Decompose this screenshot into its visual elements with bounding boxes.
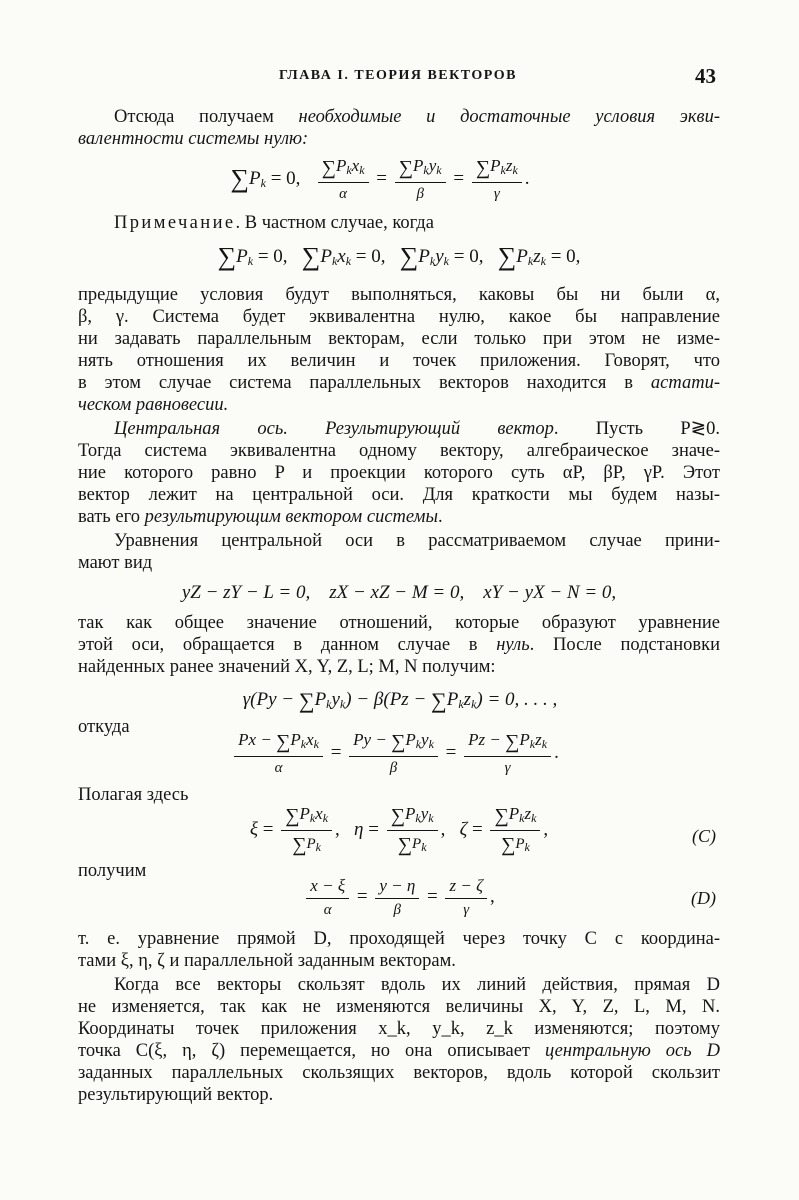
text-line: вектор лежит на центральной оси. Для краткости мы будем назы- [78, 485, 720, 505]
text-line: найденных ранее значений X, Y, Z, L; M, N получим: [78, 657, 496, 677]
text-line: т. е. уравнение прямой D, проходящей через точку C с координа- [78, 929, 720, 949]
text-line: этой оси, обращается в данном случае в нуль. После подстановки [78, 635, 720, 655]
text-line: Полагая здесь [78, 785, 189, 805]
formula-special-case: $\sum P_k = 0$, $\sum P_kx_k = 0$, $\sum P_ky_k = 0$, $\sum P_kz_k = 0$, [217, 242, 581, 271]
text-line: так как общее значение отношений, которые образуют уравнение [78, 613, 720, 633]
formula-substitution: $\gamma(Py - \sum P_ky_k) - \beta(Pz - \sum P_kz_k) = 0$, . . . , [242, 688, 558, 713]
text-line: Когда все векторы скользят вдоль их линий действия, прямая D [114, 975, 720, 995]
text-line: β, γ. Система будет эквивалентна нулю, какое бы направление [78, 307, 720, 327]
page-header [78, 64, 718, 90]
formula-D: $\frac{x - \xi}{\alpha}$ = $\frac{y - \eta}{\beta}$ = $\frac{z - \zeta}{\gamma}$ , (D) [78, 876, 720, 919]
page-number: 43 [695, 64, 716, 88]
formula-central-axis: yZ − zY − L = 0, zX − xZ − M = 0, xY − yX − N = 0, [181, 582, 617, 603]
section-title: Центральная ось. Результирующий вектор [114, 419, 554, 439]
text-line: Координаты точек приложения x_k, y_k, z_k изменяются; поэтому [78, 1019, 720, 1039]
running-head: ГЛАВА I. ТЕОРИЯ ВЕКТОРОВ [278, 68, 518, 83]
text-line: Центральная ось. Результирующий вектор. Пусть P≷0. [114, 419, 721, 439]
equation-label-C: (C) [692, 826, 716, 846]
text-line: валентности системы нулю: [78, 129, 309, 149]
note-line: Примечание. В частном случае, когда [114, 213, 434, 233]
text-line: мают вид [78, 553, 153, 573]
formula-conditions: $\sum P_k = 0$, $\frac{\sum P_kx_k}{\alpha}$ = $\frac{\sum P_ky_k}{\beta}$ = $\frac{\sum P_kz_k}{\gamma}$ . [230, 156, 530, 202]
text-line: нять отношения их величин и точек приложения. Говорят, что [78, 351, 720, 371]
text-line: Тогда система эквивалентна одному вектору, алгебраическое значе- [78, 441, 720, 461]
text-line: заданных параллельных скользящих векторов, вдоль которой скользит [78, 1063, 720, 1083]
formula-C: ξ = $\frac{\sum P_kx_k}{\sum P_k}$ , η = $\frac{\sum P_ky_k}{\sum P_k}$ , ζ = $\frac{\sum P_kz_k}{\sum P_k}$ , (C) [249, 804, 716, 856]
formula-ratios: $\frac{Px - \sum P_kx_k}{\alpha}$ = $\frac{Py - \sum P_ky_k}{\beta}$ = $\frac{Pz - \sum P_kz_k}{\gamma}$ . [170, 730, 620, 777]
text-line: вать его результирующим вектором системы. [78, 507, 443, 527]
equation-label-D: (D) [691, 888, 716, 908]
text-line: не изменяется, так как не изменяются величины X, Y, Z, L, M, N. [78, 997, 720, 1017]
note-title: Примечание [114, 213, 236, 233]
text-line: тами ξ, η, ζ и параллельной заданным векторам. [78, 951, 456, 971]
text-line: Уравнения центральной оси в рассматриваемом случае прини- [114, 531, 720, 551]
text-line: получим [78, 861, 147, 881]
text-line: Отсюда получаем необходимые и достаточные условия экви- [114, 107, 720, 127]
text-line: ческом равновесии. [78, 395, 229, 415]
text-line: в этом случае система параллельных векторов находится в астати- [78, 373, 720, 393]
text-line: откуда [78, 717, 130, 737]
text-line: предыдущие условия будут выполняться, каковы бы ни были α, [78, 285, 720, 305]
text-line: ни задавать параллельным векторам, если только при этом не изме- [78, 329, 720, 349]
text-line: ние которого равно P и проекции которого суть αP, βP, γP. Этот [78, 463, 720, 483]
text-line: результирующий вектор. [78, 1085, 274, 1105]
text-line: точка C(ξ, η, ζ) перемещается, но она описывает центральную ось D [78, 1041, 720, 1061]
